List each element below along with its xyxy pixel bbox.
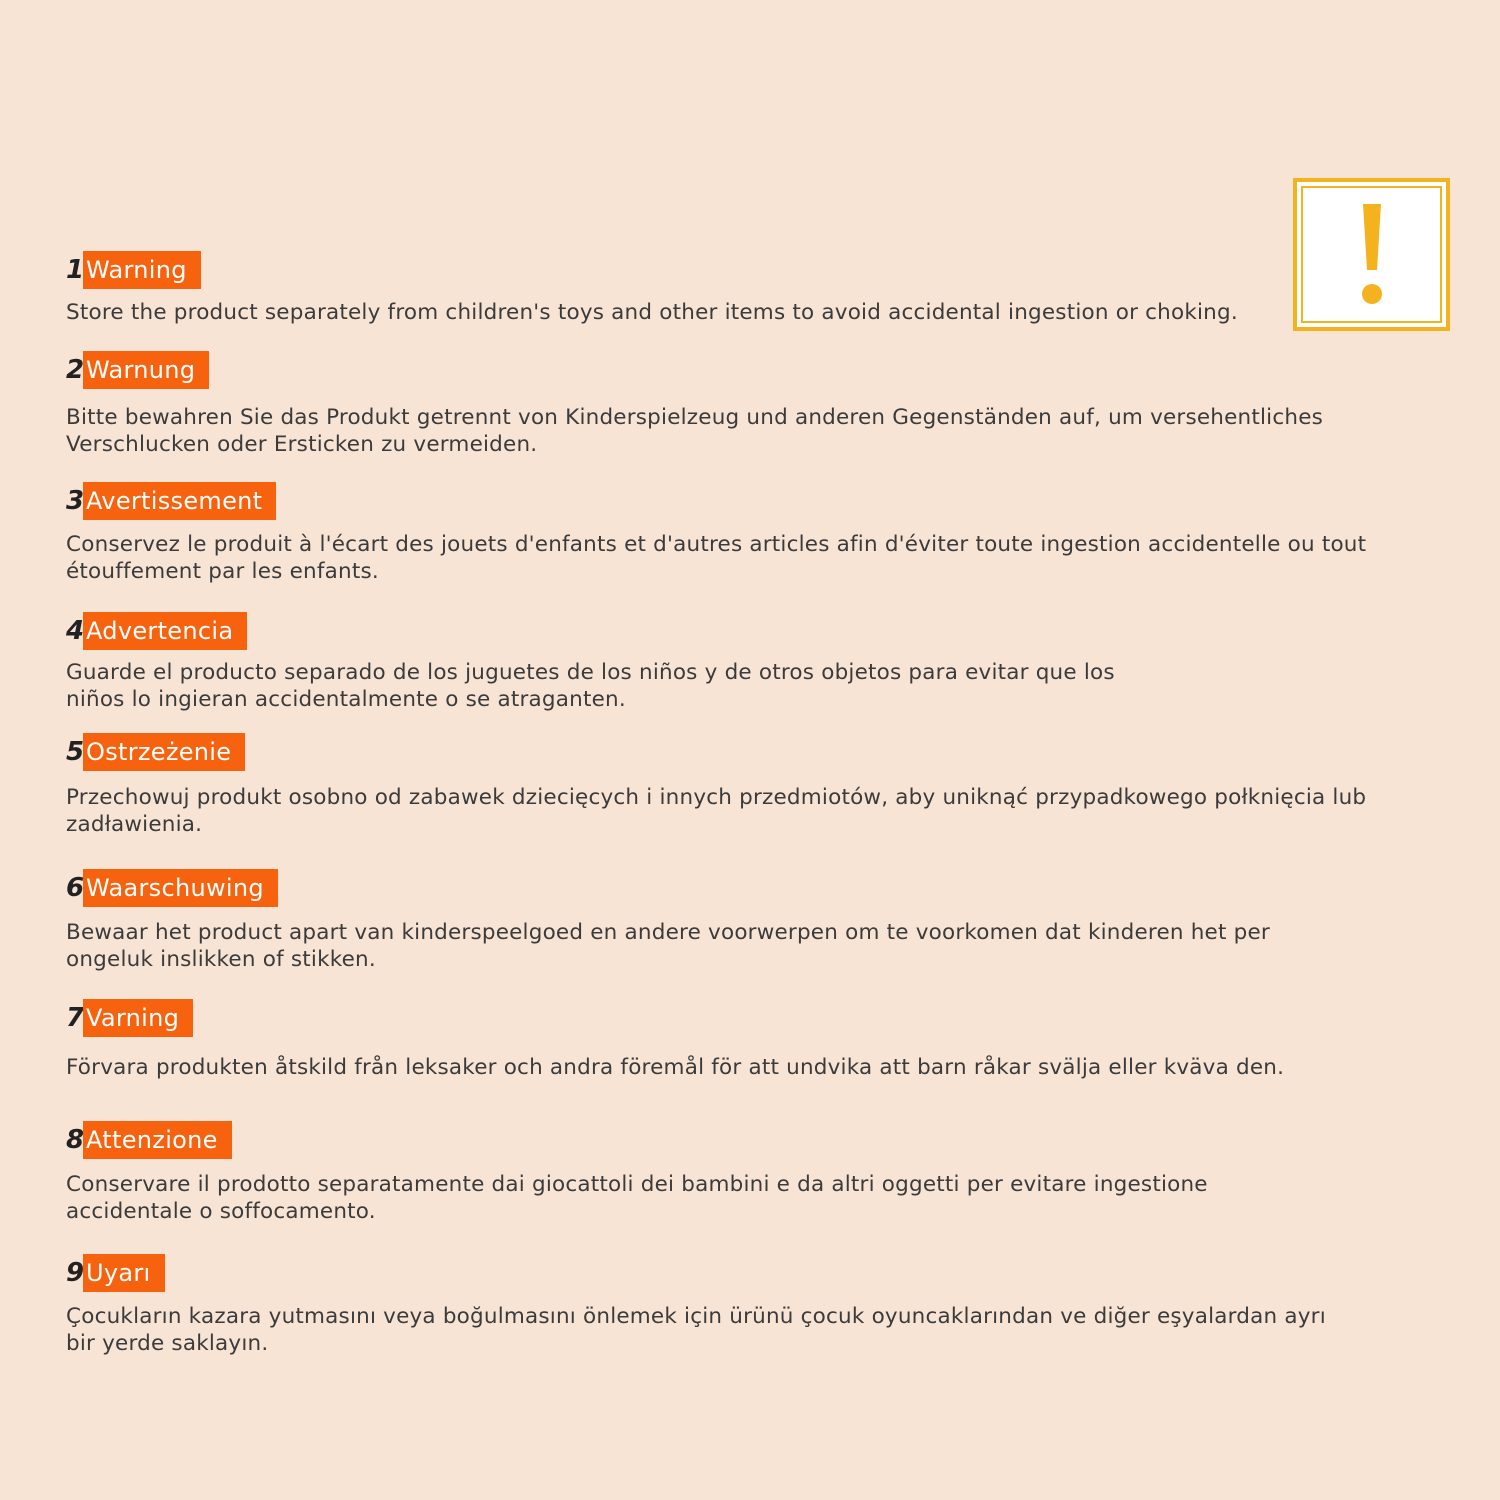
section-text: Store the product separately from children's toys and other items to avoid accidental ingestion or choking. [66, 300, 1238, 325]
warning-section-9 [66, 1253, 1396, 1357]
warning-section-4 [66, 611, 1396, 713]
section-heading [66, 481, 1396, 521]
section-text: Conservare il prodotto separatamente dai giocattoli dei bambini e da altri oggetti per evitare ingestione accidentale o soffocamento. [66, 1172, 1208, 1224]
section-title-badge: Avertissement [83, 482, 276, 520]
section-title-badge: Warnung [83, 351, 209, 389]
section-heading [66, 868, 1396, 908]
section-number: 9 [66, 1258, 84, 1288]
section-title-badge: Warning [83, 251, 201, 289]
section-number: 5 [66, 737, 84, 767]
section-heading [66, 1253, 1396, 1293]
section-text: Çocukların kazara yutmasını veya boğulmasını önlemek için ürünü çocuk oyuncaklarından ve diğer eşyalardan ayrı bir yerde saklayın. [66, 1304, 1326, 1356]
section-number: 1 [66, 255, 84, 285]
section-number: 7 [66, 1003, 84, 1033]
section-text: Bitte bewahren Sie das Produkt getrennt von Kinderspielzeug und anderen Gegenständen auf, um versehentliches Verschlucken oder Ersticken zu vermeiden. [66, 405, 1324, 457]
section-text: Bewaar het product apart van kinderspeelgoed en andere voorwerpen om te voorkomen dat kinderen het per ongeluk inslikken of stikken. [66, 920, 1270, 972]
section-heading [66, 998, 1396, 1038]
section-text: Conservez le produit à l'écart des jouets d'enfants et d'autres articles afin d'éviter toute ingestion accidentelle ou tout étouffement par les enfants. [66, 532, 1367, 584]
section-number: 8 [66, 1125, 84, 1155]
section-title-badge: Waarschuwing [83, 869, 278, 907]
section-heading [66, 250, 1396, 290]
section-heading [66, 611, 1396, 651]
section-heading [66, 350, 1396, 390]
section-number: 3 [66, 486, 84, 516]
section-heading [66, 1120, 1396, 1160]
section-text: Przechowuj produkt osobno od zabawek dziecięcych i innych przedmiotów, aby uniknąć przypadkowego połknięcia lub zadławienia. [66, 785, 1367, 837]
section-heading [66, 732, 1396, 772]
section-title-badge: Varning [83, 999, 193, 1037]
section-title-badge: Uyarı [83, 1254, 165, 1292]
warning-section-7 [66, 998, 1396, 1081]
section-number: 6 [66, 873, 84, 903]
warning-section-8 [66, 1120, 1396, 1225]
section-number: 4 [66, 616, 84, 646]
section-text: Guarde el producto separado de los juguetes de los niños y de otros objetos para evitar que los niños lo ingieran accidentalmente o se atraganten. [66, 660, 1115, 712]
warning-section-6 [66, 868, 1396, 973]
warning-section-1 [66, 250, 1396, 326]
section-title-badge: Ostrzeżenie [83, 733, 245, 771]
section-title-badge: Advertencia [83, 612, 247, 650]
section-text: Förvara produkten åtskild från leksaker och andra föremål för att undvika att barn råkar svälja eller kväva den. [66, 1055, 1285, 1080]
section-title-badge: Attenzione [83, 1121, 232, 1159]
warning-section-3 [66, 481, 1396, 585]
warning-section-2 [66, 350, 1396, 458]
section-number: 2 [66, 355, 84, 385]
warning-section-5 [66, 732, 1396, 838]
